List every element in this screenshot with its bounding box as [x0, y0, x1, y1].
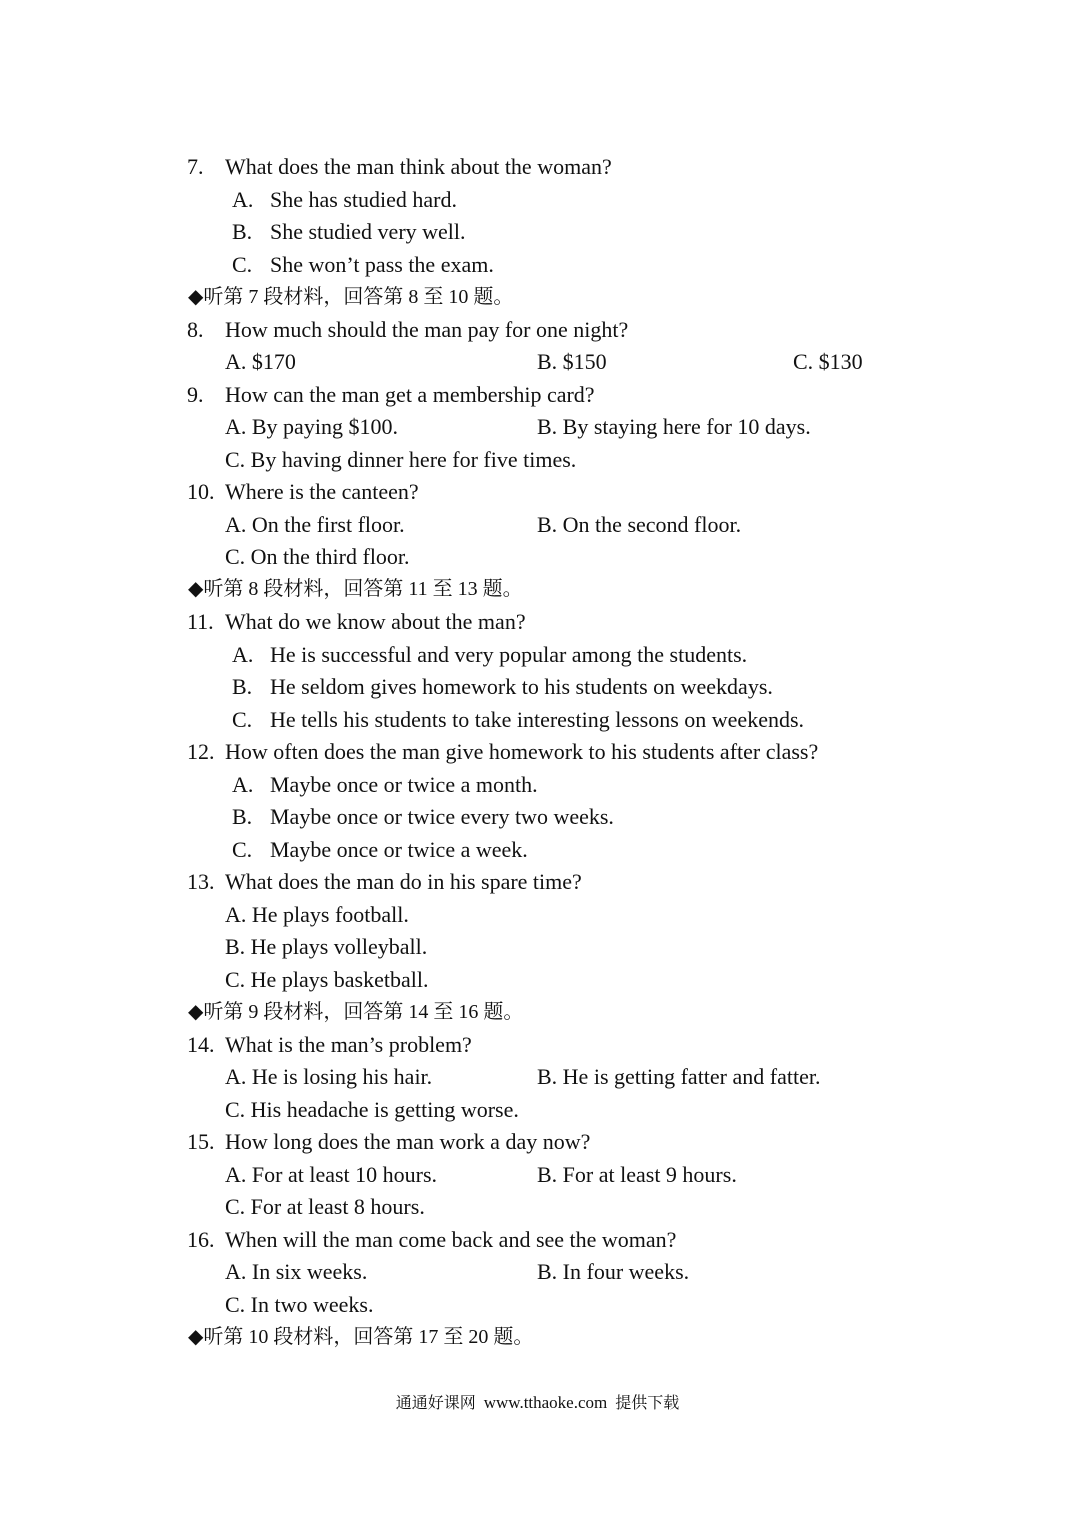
q10-option-c: C. On the third floor. — [225, 544, 410, 569]
footer-site-name: 通通好课网 — [395, 1393, 476, 1412]
q14-option-b: B. He is getting fatter and fatter. — [537, 1064, 821, 1089]
question-14: 14. What is the man’s problem? — [187, 1032, 472, 1057]
q15-option-c: C. For at least 8 hours. — [225, 1194, 425, 1219]
page-footer — [0, 1392, 1075, 1414]
footer-url[interactable]: www.tthaoke.com — [483, 1393, 608, 1412]
q12-option-b: B. Maybe once or twice every two weeks. — [232, 804, 614, 829]
q12-option-c: C. Maybe once or twice a week. — [232, 837, 528, 862]
question-9: 9. How can the man get a membership card? — [187, 382, 595, 407]
q7-option-c: C. She won’t pass the exam. — [232, 252, 494, 277]
q8-option-a: A. $170 — [225, 349, 296, 374]
q16-option-a: A. In six weeks. — [225, 1259, 368, 1284]
q11-option-a: A. He is successful and very popular among the students. — [232, 642, 748, 667]
q14-option-c: C. His headache is getting worse. — [225, 1097, 519, 1122]
q16-option-c: C. In two weeks. — [225, 1292, 374, 1317]
q9-option-a: A. By paying $100. — [225, 414, 398, 439]
q8-option-b: B. $150 — [537, 349, 607, 374]
question-13: 13. What does the man do in his spare time? — [187, 869, 582, 894]
q12-option-a: A. Maybe once or twice a month. — [232, 772, 538, 797]
q7-option-b: B. She studied very well. — [232, 219, 466, 244]
question-12: 12. How often does the man give homework to his students after class? — [187, 739, 819, 764]
section-heading-8: ◆听第 8 段材料，回答第 11 至 13 题。 — [188, 578, 523, 600]
section-heading-7: ◆听第 7 段材料，回答第 8 至 10 题。 — [188, 286, 514, 308]
q11-option-b: B. He seldom gives homework to his students on weekdays. — [232, 674, 773, 699]
q13-option-b: B. He plays volleyball. — [225, 934, 428, 959]
q9-option-b: B. By staying here for 10 days. — [537, 414, 811, 439]
question-10: 10. Where is the canteen? — [187, 479, 419, 504]
q13-option-a: A. He plays football. — [225, 902, 409, 927]
q13-option-c: C. He plays basketball. — [225, 967, 429, 992]
q11-option-c: C. He tells his students to take interesting lessons on weekends. — [232, 707, 805, 732]
q10-option-b: B. On the second floor. — [537, 512, 742, 537]
q14-option-a: A. He is losing his hair. — [225, 1064, 433, 1089]
q15-option-b: B. For at least 9 hours. — [537, 1162, 737, 1187]
q8-option-c: C. $130 — [793, 349, 863, 374]
q15-option-a: A. For at least 10 hours. — [225, 1162, 438, 1187]
question-15: 15. How long does the man work a day now? — [187, 1129, 591, 1154]
question-11: 11. What do we know about the man? — [187, 609, 526, 634]
q16-option-b: B. In four weeks. — [537, 1259, 690, 1284]
q9-option-c: C. By having dinner here for five times. — [225, 447, 577, 472]
q7-option-a: A. She has studied hard. — [232, 187, 457, 212]
section-heading-9: ◆听第 9 段材料，回答第 14 至 16 题。 — [188, 1001, 524, 1023]
question-16: 16. When will the man come back and see the woman? — [187, 1227, 677, 1252]
question-8: 8. How much should the man pay for one night? — [187, 317, 629, 342]
q10-option-a: A. On the first floor. — [225, 512, 405, 537]
question-7: 7. What does the man think about the woman? — [187, 154, 612, 179]
footer-suffix: 提供下载 — [615, 1393, 680, 1412]
section-heading-10: ◆听第 10 段材料，回答第 17 至 20 题。 — [188, 1326, 534, 1348]
